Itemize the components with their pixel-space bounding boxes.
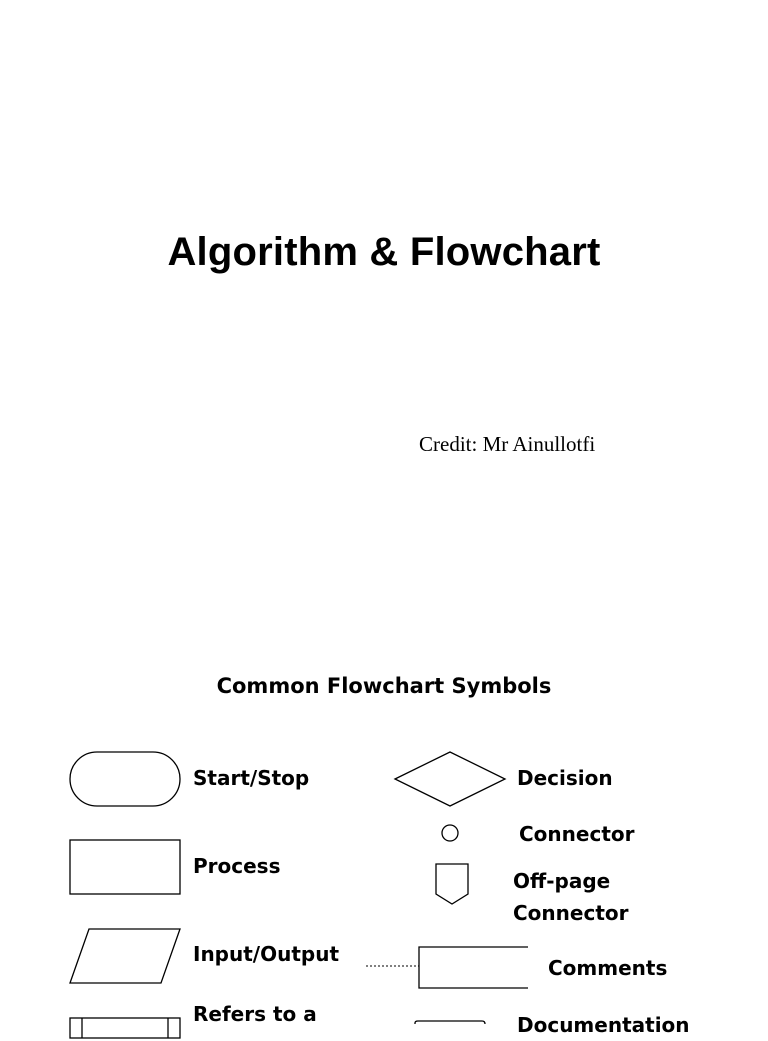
documentation-shape (415, 1021, 485, 1024)
predefined-process-shape (70, 1018, 180, 1038)
process-shape (70, 840, 180, 894)
refers-to-label: Refers to a (193, 1002, 317, 1026)
connector-shape (442, 825, 458, 841)
decision-shape (395, 752, 505, 806)
process-label: Process (193, 854, 281, 878)
credit-text: Credit: Mr Ainullotfi (419, 432, 596, 456)
decision-label: Decision (517, 766, 613, 790)
off-page-label-line2: Connector (513, 901, 629, 925)
symbols-slide (0, 640, 768, 1037)
comments-label: Comments (548, 956, 668, 980)
documentation-label: Documentation (517, 1013, 690, 1037)
start-stop-shape (70, 752, 180, 806)
page-title: Algorithm & Flowchart (167, 230, 601, 274)
off-page-connector-shape (436, 864, 468, 904)
input-output-label: Input/Output (193, 942, 340, 966)
start-stop-label: Start/Stop (193, 766, 310, 790)
input-output-shape (70, 929, 180, 983)
symbols-title: Common Flowchart Symbols (216, 674, 552, 698)
comments-shape (366, 947, 528, 988)
connector-label: Connector (519, 822, 635, 846)
off-page-label-line1: Off-page (513, 869, 611, 893)
